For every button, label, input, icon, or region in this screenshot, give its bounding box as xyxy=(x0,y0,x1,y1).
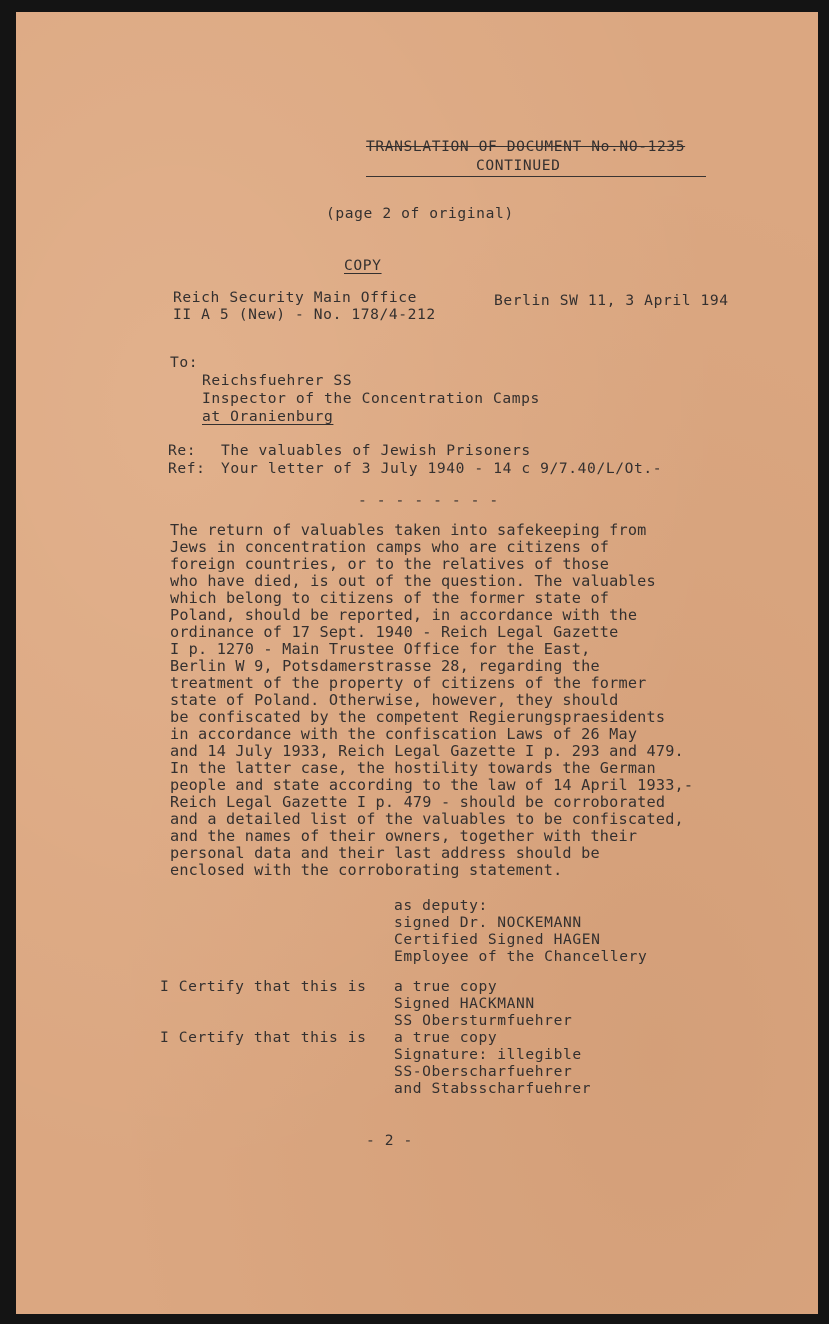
separator: - - - - - - - - xyxy=(358,492,499,509)
body-line: In the latter case, the hostility towards the German xyxy=(170,759,656,777)
body-line: which belong to citizens of the former state of xyxy=(170,589,610,607)
sender-line-2: II A 5 (New) - No. 178/4-212 xyxy=(173,306,436,323)
signature-line-1: as deputy: xyxy=(394,897,488,914)
body-line: Jews in concentration camps who are citizens of xyxy=(170,538,610,556)
body-line: state of Poland. Otherwise, however, they should xyxy=(170,691,619,709)
re-label: Re: xyxy=(168,442,197,459)
body-line: I p. 1270 - Main Trustee Office for the East, xyxy=(170,640,591,658)
certification-2-line-4: and Stabsscharfuehrer xyxy=(394,1080,592,1097)
place-date: Berlin SW 11, 3 April 194 xyxy=(494,292,729,309)
body-line: people and state according to the law of 14 April 1933,- xyxy=(170,776,694,794)
body-line: in accordance with the confiscation Laws of 26 May xyxy=(170,725,638,743)
body-line: treatment of the property of citizens of the former xyxy=(170,674,647,692)
body-line: personal data and their last address should be xyxy=(170,844,600,862)
body-line: and the names of their owners, together with their xyxy=(170,827,638,845)
copy-label: COPY xyxy=(344,257,382,274)
body-line: enclosed with the corroborating statement. xyxy=(170,861,563,879)
signature-line-2: signed Dr. NOCKEMANN xyxy=(394,914,582,931)
header-rule xyxy=(366,176,706,177)
body-line: Reich Legal Gazette I p. 479 - should be corroborated xyxy=(170,793,666,811)
certification-2-line-3: SS-Oberscharfuehrer xyxy=(394,1063,573,1080)
signature-line-3: Certified Signed HAGEN xyxy=(394,931,601,948)
re-text: The valuables of Jewish Prisoners xyxy=(221,442,531,459)
page-note: (page 2 of original) xyxy=(326,205,514,222)
body-line: Poland, should be reported, in accordance with the xyxy=(170,606,638,624)
ref-text: Your letter of 3 July 1940 - 14 c 9/7.40/L/Ot.- xyxy=(221,460,663,477)
recipient-line-2: Inspector of the Concentration Camps xyxy=(202,390,540,407)
page-number: - 2 - xyxy=(366,1132,413,1149)
document-page xyxy=(16,12,818,1314)
body-line: Berlin W 9, Potsdamerstrasse 28, regarding the xyxy=(170,657,600,675)
signature-line-4: Employee of the Chancellery xyxy=(394,948,648,965)
document-title: TRANSLATION OF DOCUMENT No.NO-1235 xyxy=(366,138,686,155)
recipient-line-3: at Oranienburg xyxy=(202,408,334,425)
body-line: be confiscated by the competent Regierungspraesidents xyxy=(170,708,666,726)
body-line: foreign countries, or to the relatives of those xyxy=(170,555,610,573)
body-line: who have died, is out of the question. The valuables xyxy=(170,572,656,590)
certification-statement-1: I Certify that this is xyxy=(160,978,367,995)
body-line: and 14 July 1933, Reich Legal Gazette I p. 293 and 479. xyxy=(170,742,684,760)
certification-statement-2: I Certify that this is xyxy=(160,1029,367,1046)
document-subtitle: CONTINUED xyxy=(476,157,561,174)
body-line: The return of valuables taken into safekeeping from xyxy=(170,521,647,539)
body-line: and a detailed list of the valuables to be confiscated, xyxy=(170,810,684,828)
certification-2-line-2: Signature: illegible xyxy=(394,1046,582,1063)
sender-line-1: Reich Security Main Office xyxy=(173,289,418,306)
certification-1-line-1: a true copy xyxy=(394,978,498,995)
certification-1-line-2: Signed HACKMANN xyxy=(394,995,535,1012)
certification-2-line-1: a true copy xyxy=(394,1029,498,1046)
certification-1-line-3: SS Obersturmfuehrer xyxy=(394,1012,573,1029)
recipient-line-1: Reichsfuehrer SS xyxy=(202,372,353,389)
to-label: To: xyxy=(170,354,199,371)
ref-label: Ref: xyxy=(168,460,206,477)
body-line: ordinance of 17 Sept. 1940 - Reich Legal Gazette xyxy=(170,623,619,641)
